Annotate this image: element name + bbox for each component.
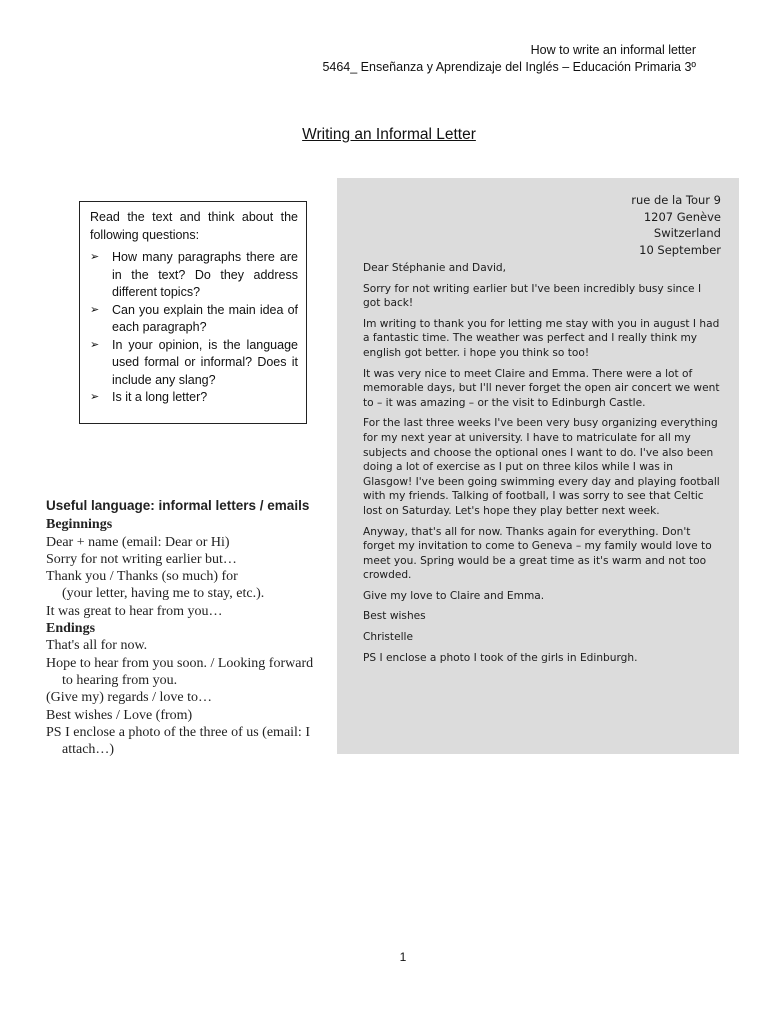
beginnings-title: Beginnings [46,517,113,533]
letter-scan [337,178,739,754]
header-title: How to write an informal letter [530,43,696,57]
page-header [322,42,696,76]
question-item: ➢ How many paragraphs there are in the text? Do they address different topics? [90,250,298,299]
useful-language [46,497,338,758]
header-course: 5464_ Enseñanza y Aprendizaje del Inglés – Educación Primaria 3º [322,60,696,74]
phrase: Thank you / Thanks (so much) for [46,569,238,585]
phrase: Hope to hear from you soon. / Looking forward [46,655,314,671]
letter-paragraph: For the last three weeks I've been very busy organizing everything for my next year at university. I have to matriculate for all my subjects and choose the optional ones I want to do. I've also been doing a lot of exercise as I put on three kilos while I was in Glasgow! I've been going swimming every day and playing football with my friends. Talking of football, I was sorry to see that Celtic lost on Saturday. Let's hope they play better next week. [363,417,720,517]
letter-paragraph: It was very nice to meet Claire and Emma. There were a lot of memorable days, but I'll never forget the open air concert we went to – it was amazing – or the visit to Edinburgh Castle. [363,367,720,409]
phrase: (Give my) regards / love to… [46,690,213,706]
arrow-bullet-icon: ➢ [90,251,100,263]
phrase: Best wishes / Love (from) [46,707,193,723]
page-number: 1 [399,950,407,964]
phrase: That's all for now. [46,638,148,654]
letter-paragraph: Sorry for not writing earlier but I've been incredibly busy since I got back! [363,282,702,310]
letter-paragraph: Anyway, that's all for now. Thanks again for everything. Don't forget my invitation to come to Geneva – my family would love to meet you. Spring would be a great time as it's warm and not too crowded. [363,525,712,582]
letter-paragraph: Give my love to Claire and Emma. [363,589,545,602]
arrow-bullet-icon: ➢ [90,391,100,403]
letter-ps: PS I enclose a photo I took of the girls in Edinburgh. [363,651,638,664]
phrase: PS I enclose a photo of the three of us (email: I [46,724,310,740]
page-title: Writing an Informal Letter [302,126,476,143]
phrase: (your letter, having me to stay, etc.). [62,586,265,602]
question-item: ➢ Can you explain the main idea of each paragraph? [90,302,298,334]
questions-intro: Read the text and think about the following questions: [90,210,298,242]
letter-signature: Christelle [363,631,414,644]
phrase: Sorry for not writing earlier but… [46,551,237,567]
endings-title: Endings [46,621,96,637]
phrase: It was great to hear from you… [46,603,223,619]
phrase: attach…) [62,742,115,758]
question-item: ➢ Is it a long letter? [90,389,298,407]
phrase: to hearing from you. [62,672,178,688]
letter-paragraph: Im writing to thank you for letting me stay with you in august I had a fantastic time. The weather was perfect and I really think my english got better. i hope you think so too! [363,317,720,359]
letter-closing: Best wishes [363,610,426,623]
letter-greeting: Dear Stéphanie and David, [363,262,507,274]
useful-heading: Useful language: informal letters / emails [46,498,310,513]
phrase: Dear + name (email: Dear or Hi) [46,534,230,550]
arrow-bullet-icon: ➢ [90,303,100,316]
questions-list [90,249,298,407]
questions-box [79,201,307,424]
question-item: ➢ In your opinion, is the language used formal or informal? Does it include any slang? [90,337,298,387]
letter-address: rue de la Tour 9 1207 Genève Switzerland 10 September [631,193,721,257]
arrow-bullet-icon: ➢ [90,338,100,351]
